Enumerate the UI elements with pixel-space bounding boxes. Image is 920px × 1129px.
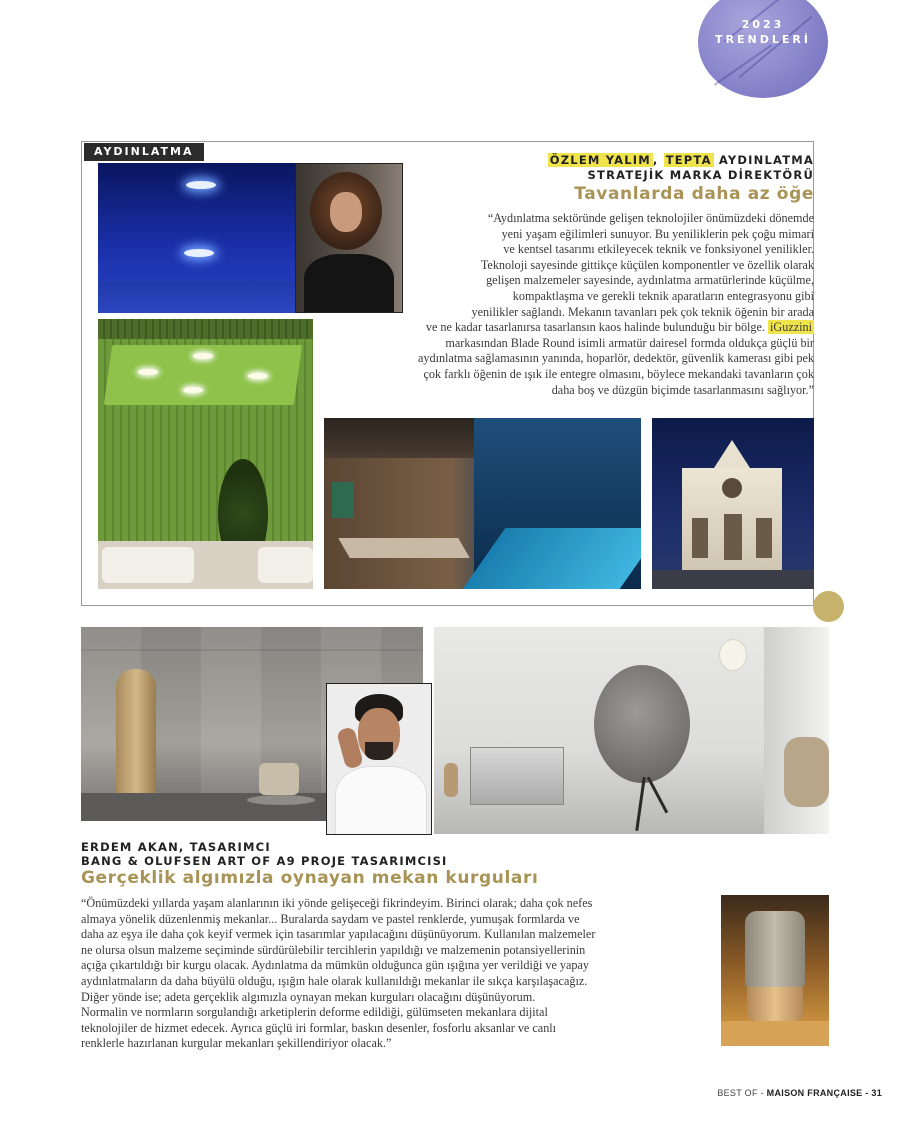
company-name-highlight: TEPTA <box>665 153 712 167</box>
decorative-dot <box>813 591 844 622</box>
small-speaker-photo <box>721 895 829 1046</box>
tech-author-role: BANG & OLUFSEN ART OF A9 PROJE TASARIMCISI <box>81 854 448 868</box>
lighting-body: “Aydınlatma sektöründe gelişen teknolojiler önümüzdeki dönemde yeni yaşam eğilimleri sunuyor. Bu yeniliklerin pek çoğu mimari ve kentsel tasarımı etkileyecek teknik ve fonksiyonel yenilikler. Teknoloji sayesinde gittikçe küçülen komponentler ve özellik olarak gelişen malzemeler sayesinde, aydınlatma armatürlerinde küçülme, kompaktlaşma ve gerekli teknik aparatların entegrasyonu gibi yenilikler sağlandı. Mekanın tavanları pek çok teknik öğenin bir arada ve ne kadar tasarlanırsa tasarlansın kaos halinde bulunduğu bir bölge. iGuzzini markasından Blade Round isimli armatür dairesel formda oldukça güçlü bir aydınlatma sağlamasının yanında, hoparlör, dedektör, güvenlik kamerası gibi pek çok farklı öğenin de ışık ile entegre olmasını, böylece mekandaki tavanların çok daha boş ve düzgün biçimde tasarlanmasını sağlıyor.” <box>417 211 814 397</box>
lighting-author: ÖZLEM YALIM , TEPTA AYDINLATMA <box>549 153 814 167</box>
section-label-lighting: AYDINLATMA <box>84 143 204 161</box>
blue-ceiling-photo <box>98 163 306 313</box>
tech-headline: Gerçeklik algımızla oynayan mekan kurguları <box>81 868 539 888</box>
pool-photo <box>324 418 641 589</box>
trends-badge <box>698 0 828 98</box>
a9-speaker-photo <box>434 627 829 834</box>
badge-word: TRENDLERİ <box>715 33 811 46</box>
portrait-erdem-akan <box>326 683 432 835</box>
author-name-highlight: ÖZLEM YALIM <box>549 153 651 167</box>
tech-author: ERDEM AKAN, TASARIMCI <box>81 840 271 854</box>
cathedral-photo <box>652 418 814 589</box>
green-room-photo <box>98 319 313 589</box>
magazine-name: MAISON FRANÇAISE <box>766 1088 863 1098</box>
brand-highlight: iGuzzini <box>770 320 812 335</box>
page-number: - 31 <box>862 1088 882 1098</box>
page-footer: BEST OF - MAISON FRANÇAISE - 31 <box>717 1088 882 1098</box>
badge-year: 2023 <box>741 18 785 31</box>
portrait-ozlem-yalim <box>295 163 403 313</box>
tech-body: “Önümüzdeki yıllarda yaşam alanlarının iki yönde gelişeceği fikrindeyim. Birinci olarak; daha çok nefes almaya yönelik düzenlenmiş mekanlar... Buralarda saydam ve pastel renklerde, yumuşak formlarda ve daha az eşya ile daha çok keyif vermek için tasarımlar yapılacağını düşünüyorum. Kullanılan malzemeler ne olursa olsun malzeme seçiminde sürdürülebilir tercihlerin yapıldığı ve malzemenin potansiyellerinin açığa çıkartıldığı bir kurgu olacak. Aydınlatma da mümkün olduğunca gün ışığına yer verildiği ve yapay aydınlatmaların da daha büyülü olduğu, ışığın hale olarak kullanıldığı mekanlar ile sıkça karşılaşacağız. Diğer yönde ise; adeta gerçeklik algımızla oynayan mekan kurguları olacağını düşünüyorum. Normalin ve normların sorgulandığı arketiplerin deforme edildiği, gülümseten mekanlara dijital teknolojiler de hizmet edecek. Ayrıca güçlü iri formlar, baskın desenler, fosforlu aksanlar ve canlı renklerle hazırlanan kurgular mekanları şekillendiriyor olacak.” <box>81 896 596 1051</box>
lighting-author-role: STRATEJİK MARKA DİREKTÖRÜ <box>587 168 814 182</box>
lighting-headline: Tavanlarda daha az öğe <box>574 184 814 204</box>
